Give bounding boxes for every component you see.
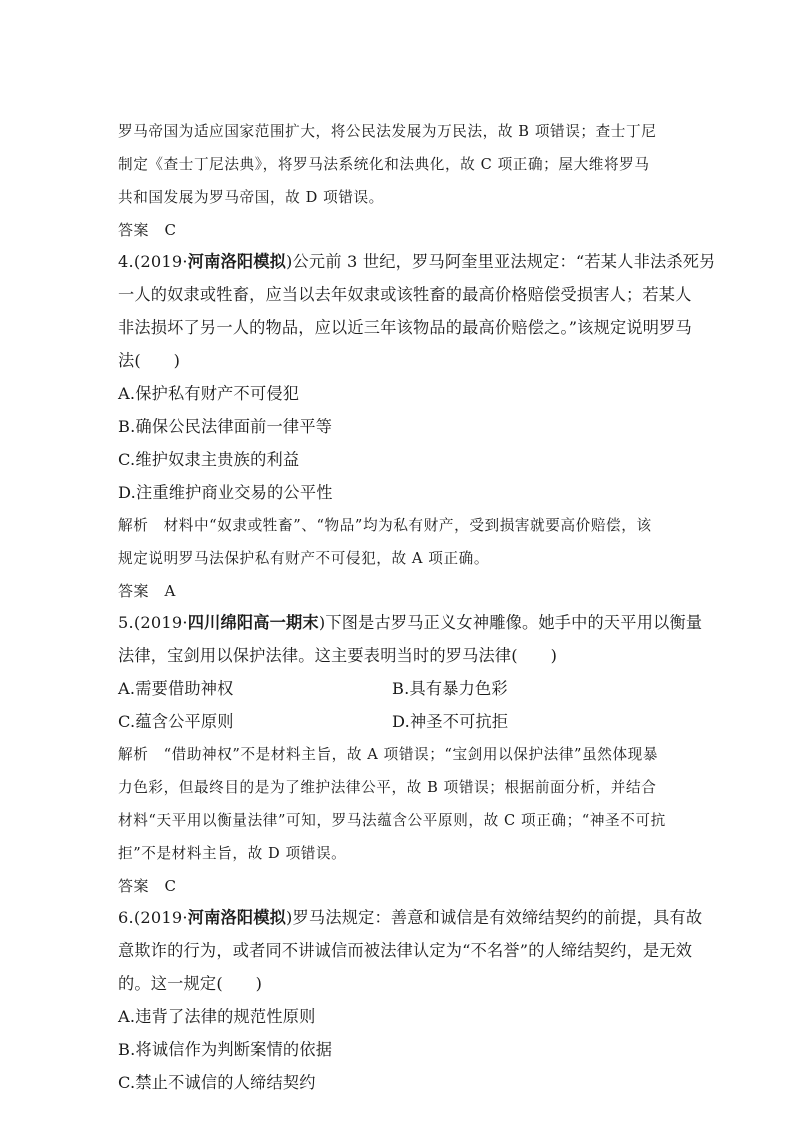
q6-option-a: A.违背了法律的规范性原则 xyxy=(118,1007,316,1026)
q6-stem-line-1 xyxy=(118,908,702,928)
q5-option-b: B.具有暴力色彩 xyxy=(392,679,508,698)
q4-explanation-line-1: 解析 材料中“奴隶或牲畜”、“物品”均为私有财产，受到损害就要高价赔偿，该 xyxy=(118,517,652,534)
q5-stem-start: )下图是古罗马正义女神雕像。她手中的天平用以衡量 xyxy=(318,613,703,632)
q4-answer: 答案 A xyxy=(118,582,176,600)
q6-option-b: B.将诚信作为判断案情的依据 xyxy=(118,1040,333,1059)
q4-stem-line-1 xyxy=(118,252,716,272)
q4-stem-start: )公元前 3 世纪，罗马阿奎里亚法规定：“若某人非法杀死另 xyxy=(286,252,716,271)
q6-stem-start: )罗马法规定：善意和诚信是有效缔结契约的前提，具有故 xyxy=(286,908,703,927)
q4-source: 河南洛阳模拟 xyxy=(187,252,287,271)
q5-options-row-1 xyxy=(118,679,678,699)
q5-explanation-line-4: 拒”不是材料主旨，故 D 项错误。 xyxy=(118,845,347,862)
q5-stem-line-2: 法律，宝剑用以保护法律。这主要表明当时的罗马法律( ) xyxy=(118,646,558,665)
q4-stem-line-2: 一人的奴隶或牲畜，应当以去年奴隶或该牲畜的最高价格赔偿受损害人；若某人 xyxy=(118,285,692,304)
q3-explanation-line-3: 共和国发展为罗马帝国，故 D 项错误。 xyxy=(118,189,384,206)
q4-option-c: C.维护奴隶主贵族的利益 xyxy=(118,450,300,469)
q4-stem-line-3: 非法损坏了另一人的物品，应以近三年该物品的最高价赔偿之。”该规定说明罗马 xyxy=(118,318,692,337)
q3-explanation-line-2: 制定《查士丁尼法典》，将罗马法系统化和法典化，故 C 项正确；屋大维将罗马 xyxy=(118,156,650,173)
q4-number: 4.(2019· xyxy=(118,252,188,271)
q4-stem-line-4: 法( ) xyxy=(118,351,181,370)
q4-option-a: A.保护私有财产不可侵犯 xyxy=(118,384,300,403)
q6-stem-line-3: 的。这一规定( ) xyxy=(118,974,263,993)
q6-option-c: C.禁止不诚信的人缔结契约 xyxy=(118,1073,316,1092)
q5-option-c: C.蕴含公平原则 xyxy=(118,712,234,731)
q5-source: 四川绵阳高一期末 xyxy=(187,613,319,632)
q4-option-b: B.确保公民法律面前一律平等 xyxy=(118,417,333,436)
q5-answer: 答案 C xyxy=(118,877,177,895)
q4-option-d: D.注重维护商业交易的公平性 xyxy=(118,483,333,502)
q6-number: 6.(2019· xyxy=(118,908,188,927)
q5-option-d: D.神圣不可抗拒 xyxy=(392,712,509,731)
q5-stem-line-1 xyxy=(118,613,702,633)
q3-answer: 答案 C xyxy=(118,221,177,239)
q5-options-row-2 xyxy=(118,712,678,732)
q5-explanation-line-3: 材料“天平用以衡量法律”可知，罗马法蕴含公平原则，故 C 项正确；“神圣不可抗 xyxy=(118,812,666,829)
q6-source: 河南洛阳模拟 xyxy=(187,908,287,927)
q6-stem-line-2: 意欺诈的行为，或者同不讲诚信而被法律认定为“不名誉”的人缔结契约，是无效 xyxy=(118,941,693,960)
q5-explanation-line-1: 解析 “借助神权”不是材料主旨，故 A 项错误；“宝剑用以保护法律”虽然体现暴 xyxy=(118,746,659,763)
q5-option-a: A.需要借助神权 xyxy=(118,679,234,698)
q4-explanation-line-2: 规定说明罗马法保护私有财产不可侵犯，故 A 项正确。 xyxy=(118,550,490,567)
q5-number: 5.(2019· xyxy=(118,613,188,632)
q3-explanation-line-1: 罗马帝国为适应国家范围扩大，将公民法发展为万民法，故 B 项错误；查士丁尼 xyxy=(118,123,657,140)
q5-explanation-line-2: 力色彩，但最终目的是为了维护法律公平，故 B 项错误；根据前面分析，并结合 xyxy=(118,779,657,796)
